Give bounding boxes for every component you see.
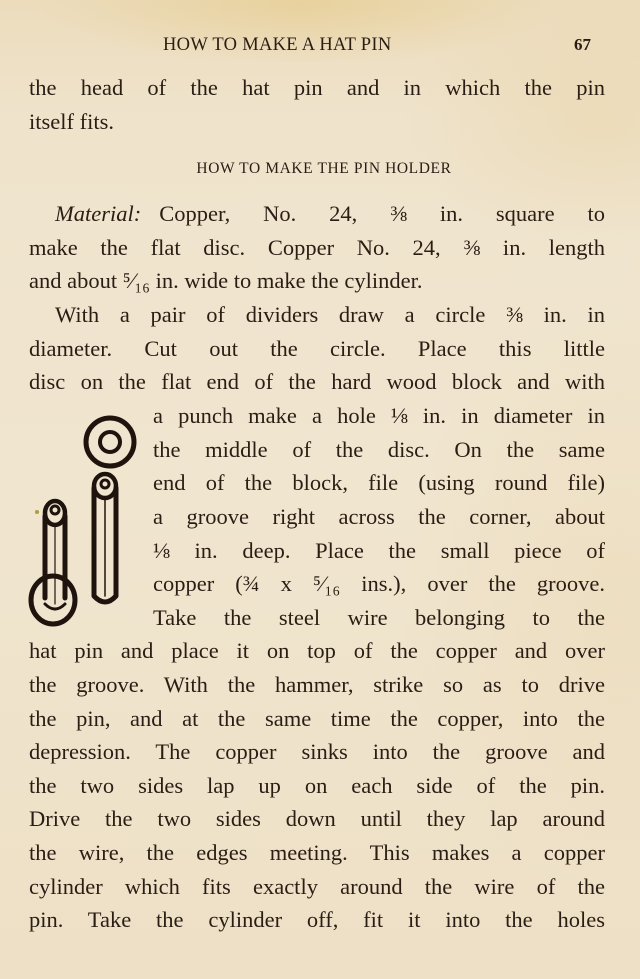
page-number: 67 — [574, 35, 591, 54]
text-line: make the flat disc. Copper No. 24, ⅜ in. length — [29, 235, 605, 260]
text-line: Take the steel wire belonging to the — [153, 605, 605, 630]
text-line: Copper, No. 24, ⅜ in. square to — [159, 201, 605, 226]
text-line: ⅛ in. deep. Place the small piece of — [153, 538, 605, 563]
text-line: depression. The copper sinks into the groove and — [29, 739, 605, 764]
section-heading: HOW TO MAKE THE PIN HOLDER — [196, 160, 452, 177]
text-line: diameter. Cut out the circle. Place this little — [29, 336, 605, 361]
text-line: a groove right across the corner, about — [153, 504, 605, 529]
running-title: HOW TO MAKE A HAT PIN — [163, 35, 392, 55]
text-line: hat pin and place it on top of the copper and over — [29, 638, 605, 663]
text-line: the middle of the disc. On the same — [153, 437, 605, 462]
text-line: the groove. With the hammer, strike so as to drive — [29, 672, 605, 697]
text-line: the two sides lap up on each side of the pin. — [29, 773, 605, 798]
text-line: With a pair of dividers draw a circle ⅜ in. in — [55, 302, 605, 327]
text-line: and about ⁵⁄₁₆ in. wide to make the cylinder. — [29, 268, 423, 293]
text-line: the wire, the edges meeting. This makes a copper — [29, 840, 605, 865]
text-line: the pin, and at the same time the copper, into the — [29, 706, 605, 731]
material-label: Material: — [55, 201, 142, 226]
text-line: a punch make a hole ⅛ in. in diameter in — [153, 403, 605, 428]
text-line: Drive the two sides down until they lap around — [29, 806, 605, 831]
text-line: the head of the hat pin and in which the pin — [29, 75, 605, 100]
material-line — [55, 201, 605, 227]
text-line: copper (¾ x ⁵⁄₁₆ ins.), over the groove. — [153, 571, 605, 596]
text-line: pin. Take the cylinder off, fit it into the holes — [29, 907, 605, 932]
text-line: itself fits. — [29, 109, 114, 134]
text-line: cylinder which fits exactly around the wire of the — [29, 874, 605, 899]
text-line: disc on the flat end of the hard wood block and with — [29, 369, 605, 394]
text-line: end of the block, file (using round file) — [153, 470, 605, 495]
running-head — [0, 35, 640, 59]
pin-holder-illustration-icon — [25, 408, 145, 630]
